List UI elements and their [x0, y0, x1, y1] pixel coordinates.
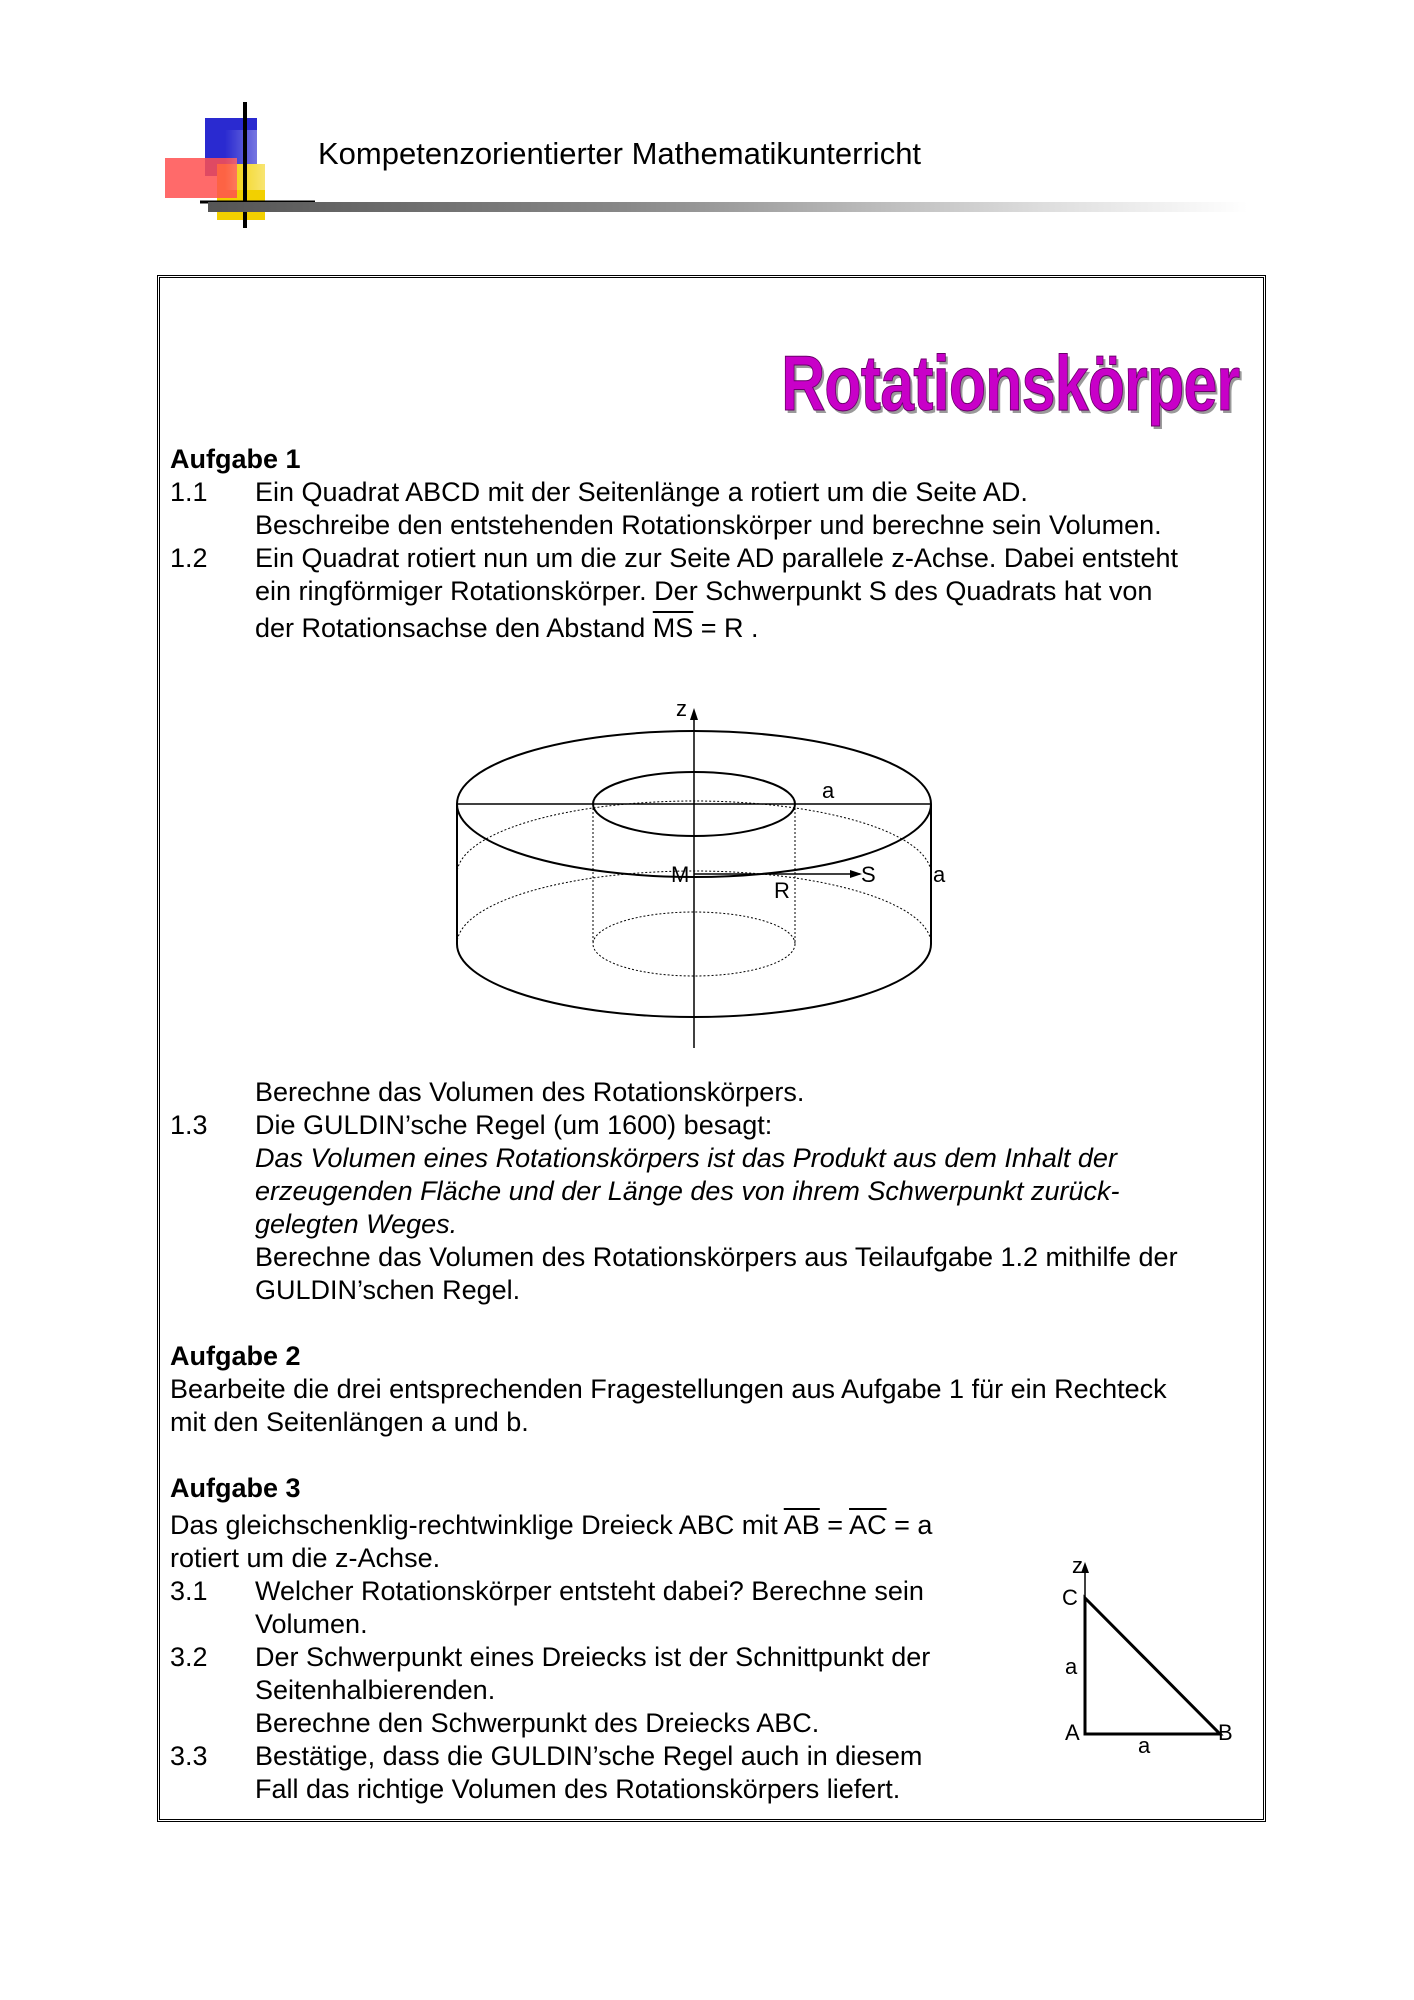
z-label: z: [676, 696, 687, 721]
segment-ac: $\overline{AC}$: [849, 1510, 887, 1540]
task-text: Berechne das Volumen des Rotationskörpers aus Teilaufgabe 1.2 mithilfe der: [255, 1242, 1178, 1272]
task-text: Volumen.: [255, 1609, 368, 1639]
z-axis-arrow: [690, 708, 698, 720]
quote-text: Das Volumen eines Rotationskörpers ist das Produkt aus dem Inhalt der: [255, 1143, 1117, 1173]
item-number: 1.3: [170, 1110, 208, 1140]
quote-text: gelegten Weges.: [255, 1209, 458, 1239]
text-span: = a: [886, 1510, 933, 1540]
task-text: Die GULDIN’sche Regel (um 1600) besagt:: [255, 1110, 773, 1140]
worksheet-title: Rotationskörper: [780, 339, 1239, 427]
task-text: Ein Quadrat rotiert nun um die zur Seite AD parallele z-Achse. Dabei entsteht: [255, 543, 1178, 573]
segment-ms: $\overline{MS}$: [652, 613, 694, 643]
item-number: 3.2: [170, 1642, 208, 1672]
task-text: Berechne den Schwerpunkt des Dreiecks ABC.: [255, 1708, 820, 1738]
aufgabe-3-heading: Aufgabe 3: [170, 1473, 301, 1503]
task-text: Fall das richtige Volumen des Rotationskörpers liefert.: [255, 1774, 901, 1804]
aufgabe-1-heading: Aufgabe 1: [170, 444, 301, 474]
text-span: Das gleichschenklig-rechtwinklige Dreieck ABC mit: [170, 1510, 784, 1540]
s-label: S: [861, 862, 876, 887]
z-label: z: [1072, 1553, 1083, 1578]
header-rule: [208, 202, 1248, 212]
vertex-a-label: A: [1065, 1720, 1080, 1745]
task-text: Bestätige, dass die GULDIN’sche Regel auch in diesem: [255, 1741, 923, 1771]
c-label: C: [1062, 1585, 1078, 1610]
task-text: mit den Seitenlängen a und b.: [170, 1407, 529, 1437]
r-label: R: [774, 878, 790, 903]
task-text: Welcher Rotationskörper entsteht dabei? Berechne sein: [255, 1576, 924, 1606]
task-text: Der Schwerpunkt eines Dreiecks ist der Schnittpunkt der: [255, 1642, 931, 1672]
triangle-abc: [1085, 1598, 1220, 1734]
item-number: 1.2: [170, 543, 208, 573]
worksheet-frame: [157, 275, 1266, 1822]
task-text: [170, 1509, 932, 1542]
task-text: Beschreibe den entstehenden Rotationskörper und berechne sein Volumen.: [255, 510, 1162, 540]
text-span: =: [819, 1510, 850, 1540]
triangle-figure: [1030, 1548, 1233, 1758]
a-label: a: [933, 862, 946, 887]
a-label: a: [1065, 1654, 1078, 1679]
aufgabe-2-heading: Aufgabe 2: [170, 1341, 301, 1371]
a-label: a: [1138, 1733, 1151, 1758]
task-text: Bearbeite die drei entsprechenden Fragestellungen aus Aufgabe 1 für ein Rechteck: [170, 1374, 1167, 1404]
b-label: B: [1218, 1720, 1233, 1745]
task-text: Seitenhalbierenden.: [255, 1675, 496, 1705]
header-title: Kompetenzorientierter Mathematikunterricht: [318, 136, 922, 171]
task-text: ein ringförmiger Rotationskörper. Der Schwerpunkt S des Quadrats hat von: [255, 576, 1153, 606]
text-span: der Rotationsachse den Abstand: [255, 613, 653, 643]
ring-figure: [440, 698, 980, 1058]
item-number: 3.3: [170, 1741, 208, 1771]
task-text: GULDIN’schen Regel.: [255, 1275, 521, 1305]
task-text: Ein Quadrat ABCD mit der Seitenlänge a rotiert um die Seite AD.: [255, 477, 1028, 507]
task-text: rotiert um die z-Achse.: [170, 1543, 441, 1573]
segment-ab: $\overline{AB}$: [783, 1510, 820, 1540]
task-text: Berechne das Volumen des Rotationskörpers.: [255, 1077, 805, 1107]
item-number: 3.1: [170, 1576, 208, 1606]
quote-text: erzeugenden Fläche und der Länge des von ihrem Schwerpunkt zurück-: [255, 1176, 1120, 1206]
m-label: M: [671, 862, 690, 887]
item-number: 1.1: [170, 477, 208, 507]
a-label: a: [822, 778, 835, 803]
text-span: = R .: [693, 613, 759, 643]
task-text: [255, 612, 759, 645]
